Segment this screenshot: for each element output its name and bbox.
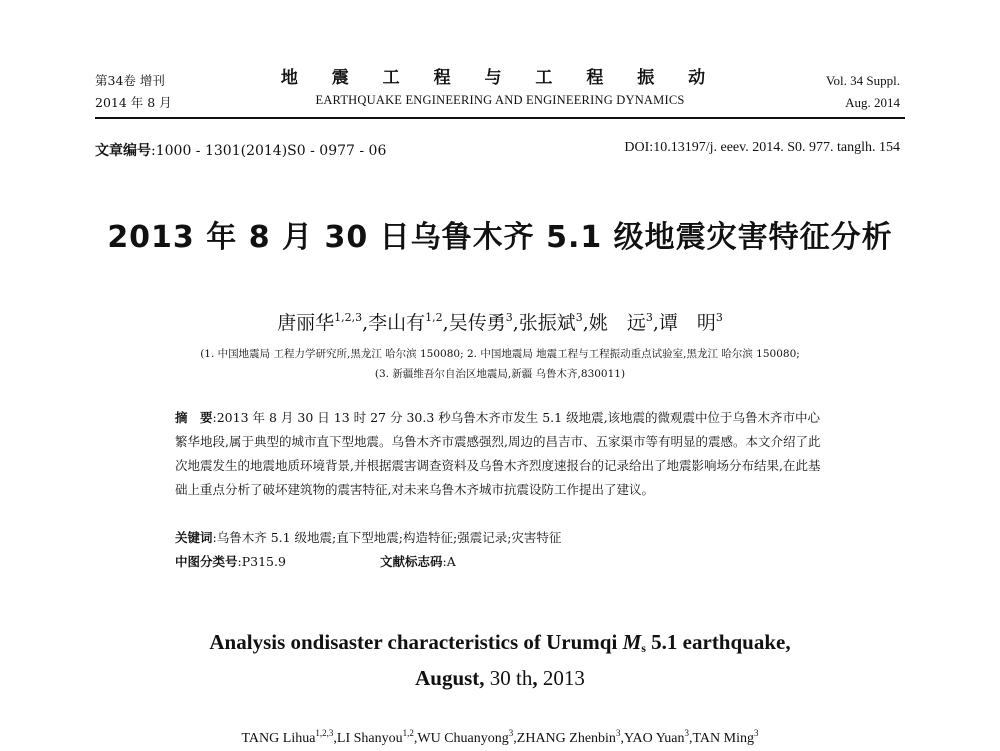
authors-en	[0, 728, 1000, 747]
cn-author-name: 姚 远	[588, 312, 646, 334]
en-author-separator: ,	[620, 731, 624, 746]
en-author-affiliation-mark: 3	[684, 728, 689, 738]
header-center	[250, 66, 750, 110]
classification-label: 中图分类号	[175, 554, 238, 569]
cn-author	[589, 312, 659, 334]
article-number	[95, 140, 386, 160]
en-author	[516, 728, 624, 746]
abstract	[175, 406, 825, 502]
en-author-separator: ,	[413, 731, 418, 746]
abstract-label: 摘 要	[175, 410, 213, 425]
title-en-comma: ,	[532, 666, 538, 690]
en-author-affiliation-mark: 3	[508, 728, 514, 738]
title-en-year: 2013	[537, 666, 585, 690]
title-en-part-2: 5.1 earthquake,	[645, 630, 791, 654]
affiliation-line-1: (1. 中国地震局 工程力学研究所,黑龙江 哈尔滨 150080; 2. 中国地震局 地震工程与工程振动重点试验室,黑龙江 哈尔滨 150080;	[200, 348, 800, 360]
cn-author-affiliation-mark: 3	[575, 311, 583, 324]
en-author-separator: ,	[513, 731, 517, 746]
title-en-month: August,	[415, 666, 485, 690]
cn-author	[519, 312, 589, 334]
en-author-name: LI Shanyou	[336, 731, 403, 746]
en-author-name: TAN Ming	[692, 731, 754, 746]
en-author-affiliation-mark: 3	[615, 728, 621, 738]
cn-author-separator: ,	[582, 312, 589, 334]
en-author-affiliation-mark: 3	[753, 728, 759, 738]
cn-author-separator: ,	[652, 312, 659, 334]
cn-author-separator: ,	[442, 312, 449, 334]
header-left	[95, 70, 172, 114]
date-cn: 2014 年 8 月	[95, 95, 172, 110]
en-author-affiliation-mark: 1,2,3	[315, 728, 334, 738]
en-author-separator: ,	[333, 731, 337, 746]
affiliation-line-2: (3. 新疆维吾尔自治区地震局,新疆 乌鲁木齐,830011)	[374, 368, 626, 380]
en-author	[623, 728, 693, 746]
paper-title-en-line-1	[0, 630, 1000, 656]
doi: DOI:10.13197/j. eeev. 2014. S0. 977. tanglh. 154	[624, 140, 900, 155]
en-author-name: TANG Lihua	[241, 731, 316, 746]
paper-title-en-line-2	[0, 666, 1000, 691]
en-author-name: YAO Yuan	[623, 731, 685, 746]
document-code-label: 文献标志码	[380, 554, 443, 569]
header-rule	[95, 117, 905, 119]
classification-value: :P315.9	[237, 554, 286, 569]
abstract-text: :2013 年 8 月 30 日 13 时 27 分 30.3 秒乌鲁木齐市发生 5.1 级地震,该地震的微观震中位于乌鲁木齐市中心繁华地段,属于典型的城市直下型地震。乌鲁木齐市震感强烈,周边的昌吉市、五家渠市等有明显的震感。本文介绍了此次地震发生的地震地质环境背景,并根据震害调查资料及乌鲁木齐烈度速报台的记录给出了地震影响场分布结果,在此基础上重点分析了破坏建筑物的震害特征,对未来乌鲁木齐城市抗震设防工作提出了建议。	[175, 410, 821, 497]
cn-author-name: 唐丽华	[277, 312, 335, 334]
en-author	[417, 728, 517, 746]
cn-author	[277, 312, 368, 334]
title-en-part-1: Analysis ondisaster characteristics of Urumqi	[209, 630, 623, 654]
paper-title-cn: 2013 年 8 月 30 日乌鲁木齐 5.1 级地震灾害特征分析	[107, 220, 893, 255]
article-number-label: 文章编号	[95, 143, 151, 159]
cn-author	[659, 312, 723, 334]
cn-author-separator: ,	[512, 312, 519, 334]
cn-author-affiliation-mark: 1,2,3	[334, 311, 363, 324]
volume-en: Vol. 34 Suppl.	[825, 73, 900, 88]
keywords	[175, 526, 825, 550]
en-author	[692, 728, 759, 746]
keywords-text: :乌鲁木齐 5.1 级地震;直下型地震;构造特征;强震记录;灾害特征	[212, 530, 562, 545]
cn-author-name: 吴传勇	[448, 312, 506, 334]
document-code	[380, 550, 456, 574]
en-author-separator: ,	[688, 731, 693, 746]
volume-cn: 第34卷 增刊	[95, 73, 165, 88]
date-en: Aug. 2014	[845, 95, 900, 110]
journal-title-en: EARTHQUAKE ENGINEERING AND ENGINEERING DYNAMICS	[315, 93, 685, 107]
cn-author-name: 谭 明	[658, 312, 716, 334]
magnitude-subscript: s	[641, 641, 646, 655]
cn-author	[368, 312, 449, 334]
en-author-name: ZHANG Zhenbin	[516, 731, 616, 746]
cn-author-name: 李山有	[368, 312, 426, 334]
classification-number	[175, 550, 286, 574]
en-author	[336, 728, 418, 746]
en-author	[241, 728, 337, 746]
cn-author	[449, 312, 519, 334]
magnitude-symbol	[623, 630, 646, 654]
authors-cn	[0, 308, 1000, 335]
journal-title-cn: 地 震 工 程 与 工 程 振 动	[280, 68, 720, 88]
en-author-affiliation-mark: 1,2	[402, 728, 414, 738]
article-number-value: :1000 - 1301(2014)S0 - 0977 - 06	[151, 143, 387, 159]
cn-author-affiliation-mark: 3	[645, 311, 653, 324]
document-code-value: :A	[442, 554, 456, 569]
cn-author-affiliation-mark: 3	[715, 311, 723, 324]
keywords-label: 关键词	[175, 530, 213, 545]
cn-author-separator: ,	[362, 312, 369, 334]
en-author-name: WU Chuanyong	[417, 731, 509, 746]
cn-author-affiliation-mark: 3	[505, 311, 513, 324]
magnitude-m: M	[622, 630, 642, 654]
header-right	[826, 70, 900, 114]
title-en-day: 30 th	[484, 666, 533, 690]
cn-author-name: 张振斌	[518, 312, 576, 334]
cn-author-affiliation-mark: 1,2	[425, 311, 443, 324]
